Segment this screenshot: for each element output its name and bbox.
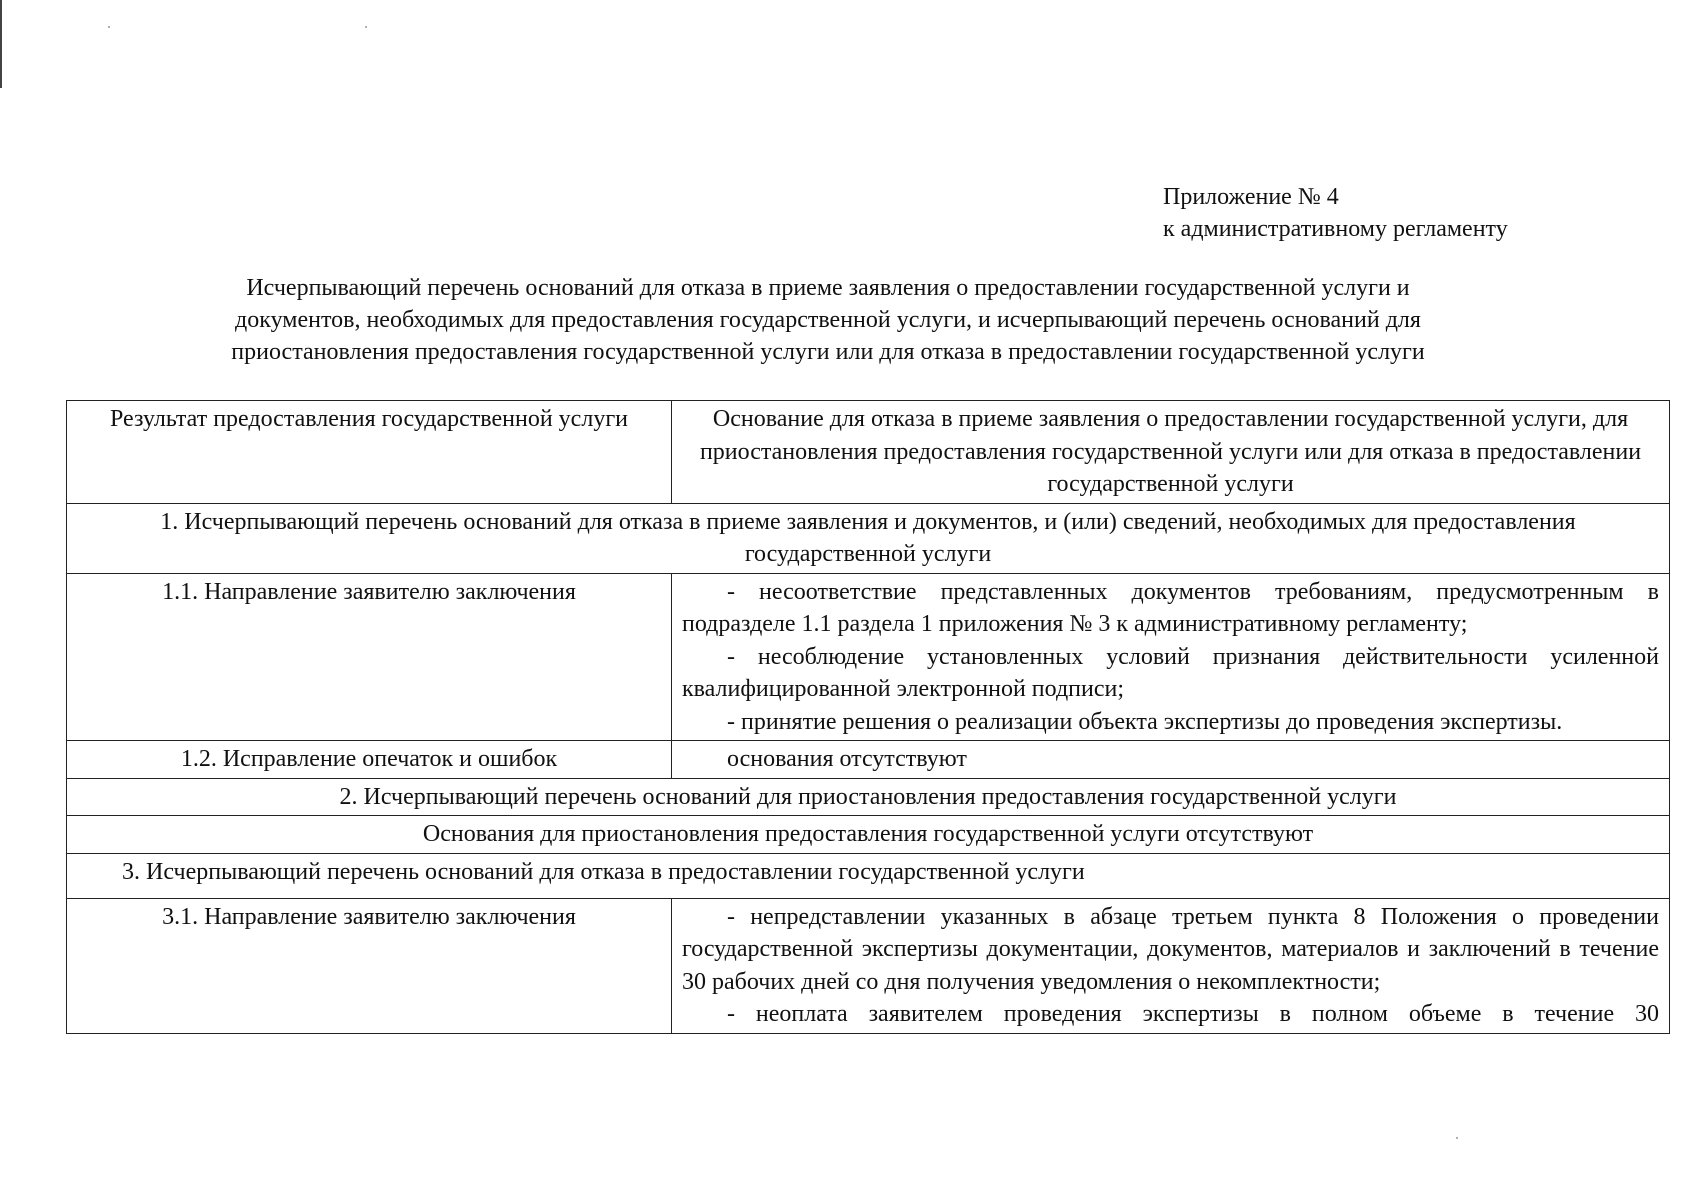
document-title (90, 272, 1566, 368)
table-row (67, 741, 1670, 779)
row-3-1-result: 3.1. Направление заявителю заключения (67, 898, 672, 1033)
table-header-row (67, 401, 1670, 504)
row-1-1-grounds (672, 573, 1670, 741)
ground-item: - принятие решения о реализации объекта экспертизы до проведения экспертизы. (727, 708, 1563, 735)
ground-item: - несоответствие представленных документов требованиям, предусмотренным в подразделе 1.1 раздела 1 приложения № 3 к административному регламенту; (682, 578, 1659, 637)
grounds-table (66, 400, 1670, 1034)
section-2-note: Основания для приостановления предоставления государственной услуги отсутствуют (67, 816, 1670, 854)
table-row (67, 573, 1670, 741)
scan-edge-mark (0, 0, 2, 88)
row-3-1-grounds (672, 898, 1670, 1033)
ground-item: - неоплата заявителем проведения экспертизы в полном объеме в течение 30 (727, 1001, 1659, 1027)
title-line: Исчерпывающий перечень оснований для отказа в приеме заявления о предоставлении государственной услуги и (246, 275, 1410, 301)
section-row (67, 778, 1670, 816)
scan-speck (365, 26, 367, 28)
appendix-reference: к административному регламенту (1163, 216, 1508, 242)
section-2-heading: 2. Исчерпывающий перечень оснований для приостановления предоставления государственной услуги (67, 778, 1670, 816)
section-row (67, 816, 1670, 854)
appendix-number: Приложение № 4 (1163, 184, 1339, 210)
section-1-heading: 1. Исчерпывающий перечень оснований для отказа в приеме заявления и документов, и (или) сведений, необходимых для предоставления государственной услуги (67, 503, 1670, 573)
section-row (67, 853, 1670, 898)
title-line: приостановления предоставления государственной услуги или для отказа в предоставлении государственной услуги (231, 339, 1425, 365)
ground-item: - непредставлении указанных в абзаце третьем пункта 8 Положения о проведении государственной экспертизы документации, документов, материалов и заключений в течение 30 рабочих дней со дня получения уведомления о некомплектности; (682, 903, 1659, 995)
section-3-heading: 3. Исчерпывающий перечень оснований для отказа в предоставлении государственной услуги (67, 853, 1670, 898)
row-1-1-result: 1.1. Направление заявителю заключения (67, 573, 672, 741)
ground-item: - несоблюдение установленных условий признания действительности усиленной квалифицированной электронной подписи; (682, 643, 1659, 702)
title-line: документов, необходимых для предоставления государственной услуги, и исчерпывающий перечень оснований для (235, 307, 1421, 333)
table-row (67, 898, 1670, 1033)
section-row (67, 503, 1670, 573)
scan-speck (108, 26, 110, 28)
header-grounds: Основание для отказа в приеме заявления о предоставлении государственной услуги, для приостановления предоставления государственной услуги или для отказа в предоставлении государственной услуги (672, 401, 1670, 504)
row-1-2-result: 1.2. Исправление опечаток и ошибок (67, 741, 672, 779)
scan-speck (1456, 1137, 1458, 1139)
header-result: Результат предоставления государственной услуги (67, 401, 672, 504)
row-1-2-grounds: основания отсутствуют (672, 741, 1670, 779)
appendix-note (1163, 181, 1508, 245)
